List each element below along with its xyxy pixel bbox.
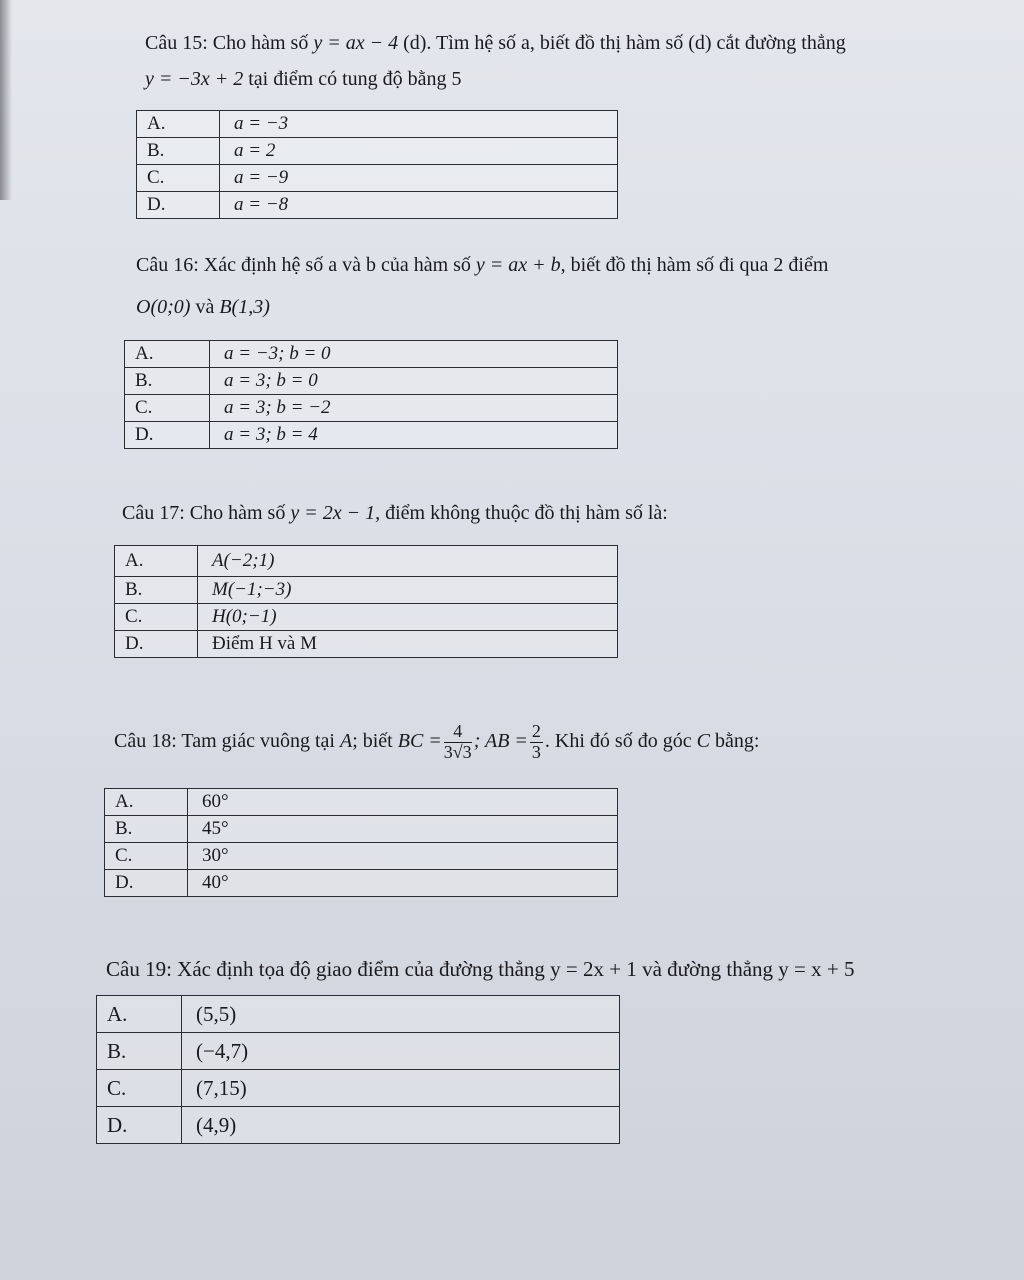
q19-option-row[interactable] <box>97 1033 620 1070</box>
q18-bc-numerator: 4 <box>444 722 472 743</box>
q18-known: ; biết <box>352 729 393 752</box>
q18-option-value: 45° <box>188 816 618 843</box>
q17-option-row[interactable] <box>115 577 618 604</box>
q15-suffix: (d). Tìm hệ số a, biết đồ thị hàm số (d) cắt đường thẳng <box>403 32 846 54</box>
q16-equation: y = ax + b <box>475 254 561 276</box>
q18-option-value: 40° <box>188 870 618 897</box>
q17-prefix: Câu 17: Cho hàm số <box>122 502 286 524</box>
q15-line2-suffix: tại điểm có tung độ bằng 5 <box>248 68 462 90</box>
q19-prefix: Câu 19: Xác định tọa độ giao điểm của đường thẳng <box>106 957 545 981</box>
page-edge-shadow <box>0 0 12 200</box>
q18-option-label: A. <box>105 789 188 816</box>
q16-prefix: Câu 16: Xác định hệ số a và b của hàm số <box>136 254 471 276</box>
q17-option-value: A(−2;1) <box>198 546 618 577</box>
q18-option-label: B. <box>105 816 188 843</box>
q16-line1 <box>136 250 828 281</box>
q19-options-table <box>96 995 620 1144</box>
q17-options-table <box>114 545 618 658</box>
q19-option-value: (4,9) <box>182 1107 620 1144</box>
q16-suffix: , biết đồ thị hàm số đi qua 2 điểm <box>560 254 829 276</box>
q15-option-label: B. <box>137 138 220 165</box>
q18-ab-label: ; AB = <box>473 729 528 752</box>
q16-option-label: B. <box>125 368 210 395</box>
q17-equation: y = 2x − 1, <box>290 502 381 524</box>
q15-option-value: a = 2 <box>220 138 618 165</box>
q18-bc-label: BC = <box>397 729 442 752</box>
q16-and: và <box>195 296 215 318</box>
q16-point-o: O(0;0) <box>136 296 191 318</box>
q18-option-row[interactable] <box>105 843 618 870</box>
q15-line2 <box>145 64 462 95</box>
q15-option-label: A. <box>137 111 220 138</box>
q16-option-label: C. <box>125 395 210 422</box>
q15-option-label: C. <box>137 165 220 192</box>
q16-option-row[interactable] <box>125 341 618 368</box>
q16-line2 <box>136 292 270 323</box>
q19-mid: và đường thẳng <box>642 957 774 981</box>
q18-suffix-b: bằng: <box>714 729 760 752</box>
q15-option-value: a = −3 <box>220 111 618 138</box>
q15-line1 <box>145 28 846 59</box>
q19-option-value: (5,5) <box>182 996 620 1033</box>
q15-option-row[interactable] <box>137 138 618 165</box>
q17-option-label: A. <box>115 546 198 577</box>
q17-option-row[interactable] <box>115 631 618 658</box>
q15-option-row[interactable] <box>137 111 618 138</box>
q18-option-row[interactable] <box>105 789 618 816</box>
q15-option-value: a = −8 <box>220 192 618 219</box>
q18-vertex: A <box>339 729 353 752</box>
q17-option-value: Điểm H và M <box>198 631 618 658</box>
q17-option-label: C. <box>115 604 198 631</box>
q17-option-label: D. <box>115 631 198 658</box>
q18-bc-denominator: 3√3 <box>443 741 472 762</box>
q16-option-row[interactable] <box>125 395 618 422</box>
q18-option-row[interactable] <box>105 870 618 897</box>
q17-option-row[interactable] <box>115 604 618 631</box>
q16-option-value: a = 3; b = 4 <box>210 422 618 449</box>
q16-option-value: a = 3; b = −2 <box>210 395 618 422</box>
q19-equation-1: y = 2x + 1 <box>550 957 637 981</box>
q16-option-value: a = 3; b = 0 <box>210 368 618 395</box>
q19-line1 <box>106 953 854 986</box>
q19-option-row[interactable] <box>97 1107 620 1144</box>
q15-options-table <box>136 110 618 219</box>
q18-prefix: Câu 18: Tam giác vuông tại <box>114 729 335 752</box>
q17-option-row[interactable] <box>115 546 618 577</box>
q18-angle: C <box>696 729 710 752</box>
q19-option-value: (−4,7) <box>182 1033 620 1070</box>
q15-equation: y = ax − 4 <box>313 32 399 54</box>
q16-option-row[interactable] <box>125 368 618 395</box>
q16-option-row[interactable] <box>125 422 618 449</box>
q15-option-value: a = −9 <box>220 165 618 192</box>
q19-option-label: A. <box>97 996 182 1033</box>
q18-option-value: 60° <box>188 789 618 816</box>
q18-ab-fraction <box>530 722 543 763</box>
q18-options-table <box>104 788 618 897</box>
q17-suffix: điểm không thuộc đồ thị hàm số là: <box>385 502 668 524</box>
q18-bc-fraction <box>444 722 472 763</box>
q19-option-label: C. <box>97 1070 182 1107</box>
q18-line1 <box>114 722 759 763</box>
q19-option-value: (7,15) <box>182 1070 620 1107</box>
q17-option-label: B. <box>115 577 198 604</box>
q16-option-label: A. <box>125 341 210 368</box>
q19-option-row[interactable] <box>97 1070 620 1107</box>
q15-prefix: Câu 15: Cho hàm số <box>145 32 309 54</box>
q18-option-label: C. <box>105 843 188 870</box>
q15-option-row[interactable] <box>137 165 618 192</box>
q17-option-value: H(0;−1) <box>198 604 618 631</box>
q15-option-label: D. <box>137 192 220 219</box>
q18-ab-denominator: 3 <box>531 741 541 762</box>
q16-option-label: D. <box>125 422 210 449</box>
q18-suffix-a: . Khi đó số đo góc <box>544 729 692 752</box>
q18-option-label: D. <box>105 870 188 897</box>
q16-options-table <box>124 340 618 449</box>
q18-option-row[interactable] <box>105 816 618 843</box>
q19-option-label: B. <box>97 1033 182 1070</box>
q18-ab-numerator: 2 <box>531 721 541 741</box>
q16-option-value: a = −3; b = 0 <box>210 341 618 368</box>
q17-option-value: M(−1;−3) <box>198 577 618 604</box>
q19-option-row[interactable] <box>97 996 620 1033</box>
q15-line2-equation: y = −3x + 2 <box>145 68 244 90</box>
q17-line1 <box>122 498 668 529</box>
q15-option-row[interactable] <box>137 192 618 219</box>
q19-equation-2: y = x + 5 <box>778 957 855 981</box>
q18-option-value: 30° <box>188 843 618 870</box>
q19-option-label: D. <box>97 1107 182 1144</box>
q16-point-b: B(1,3) <box>219 296 270 318</box>
